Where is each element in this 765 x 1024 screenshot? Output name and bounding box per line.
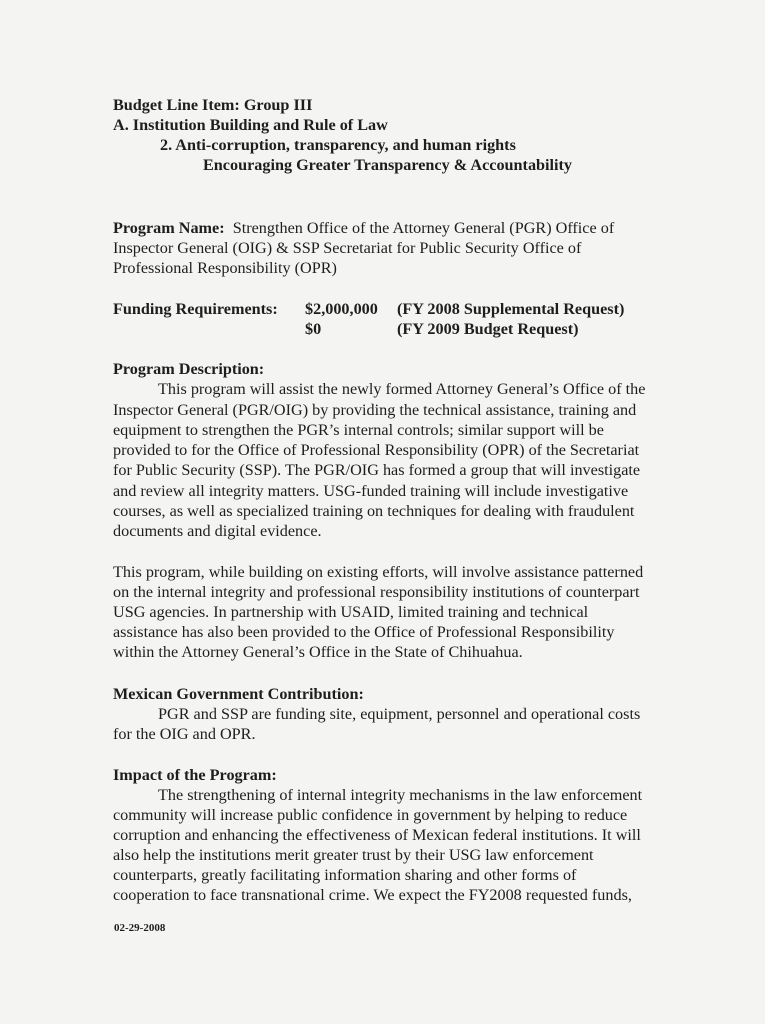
paragraph-line: This program, while building on existing efforts, will involve assistance patterned (113, 563, 644, 581)
paragraph-line: cooperation to face transnational crime. We expect the FY2008 requested funds, (113, 886, 632, 904)
paragraph-line: The strengthening of internal integrity mechanisms in the law enforcement (158, 786, 643, 804)
funding-note: (FY 2009 Budget Request) (397, 320, 579, 338)
paragraph-line: PGR and SSP are funding site, equipment, personnel and operational costs (158, 705, 641, 723)
mexican-contribution-heading: Mexican Government Contribution: (113, 685, 364, 703)
sub-subsection-heading: Encouraging Greater Transparency & Accountability (203, 156, 573, 174)
program-name-text: Strengthen Office of the Attorney General (PGR) Office of (232, 219, 615, 237)
paragraph-line: provided to for the Office of Professional Responsibility (OPR) of the Secretariat (113, 441, 640, 459)
funding-amount: $0 (305, 320, 322, 338)
program-name-text: Inspector General (OIG) & SSP Secretariat for Public Security Office of (113, 239, 582, 257)
paragraph-line: on the internal integrity and professional responsibility institutions of counterpart (113, 583, 640, 601)
budget-line-item: Budget Line Item: Group III (113, 96, 313, 114)
paragraph-line: documents and digital evidence. (113, 522, 322, 540)
paragraph-line: counterparts, greatly facilitating information sharing and other forms of (113, 866, 577, 884)
paragraph-line: also help the institutions merit greater trust by their USG law enforcement (113, 846, 594, 864)
paragraph-line: corruption and enhancing the effectiveness of Mexican federal institutions. It will (113, 826, 641, 844)
funding-amount: $2,000,000 (305, 300, 378, 318)
program-name-text: Professional Responsibility (OPR) (113, 259, 337, 277)
paragraph-line: courses, as well as specialized training on techniques for dealing with fraudulent (113, 502, 635, 520)
paragraph-line: and review all integrity matters. USG-funded training will include investigative (113, 482, 629, 500)
paragraph-line: for the OIG and OPR. (113, 725, 256, 743)
footer-date: 02-29-2008 (114, 922, 166, 934)
paragraph-line: community will increase public confidence in government by helping to reduce (113, 806, 628, 824)
paragraph-line: This program will assist the newly formed Attorney General’s Office of the (158, 380, 646, 398)
paragraph-line: Inspector General (PGR/OIG) by providing the technical assistance, training and (113, 401, 637, 419)
section-heading: A. Institution Building and Rule of Law (113, 116, 388, 134)
impact-heading: Impact of the Program: (113, 766, 277, 784)
paragraph-line: equipment to strengthen the PGR’s internal controls; similar support will be (113, 421, 604, 439)
funding-label: Funding Requirements: (113, 300, 278, 318)
program-name-row (113, 218, 614, 238)
paragraph-line: USG agencies. In partnership with USAID, limited training and technical (113, 603, 589, 621)
program-name-label: Program Name: (113, 219, 225, 237)
paragraph-line: assistance has also been provided to the Office of Professional Responsibility (113, 623, 615, 641)
subsection-heading: 2. Anti-corruption, transparency, and human rights (160, 136, 516, 154)
funding-note: (FY 2008 Supplemental Request) (397, 300, 625, 318)
paragraph-line: within the Attorney General’s Office in the State of Chihuahua. (113, 643, 523, 661)
paragraph-line: for Public Security (SSP). The PGR/OIG has formed a group that will investigate (113, 461, 641, 479)
program-description-heading: Program Description: (113, 360, 265, 378)
